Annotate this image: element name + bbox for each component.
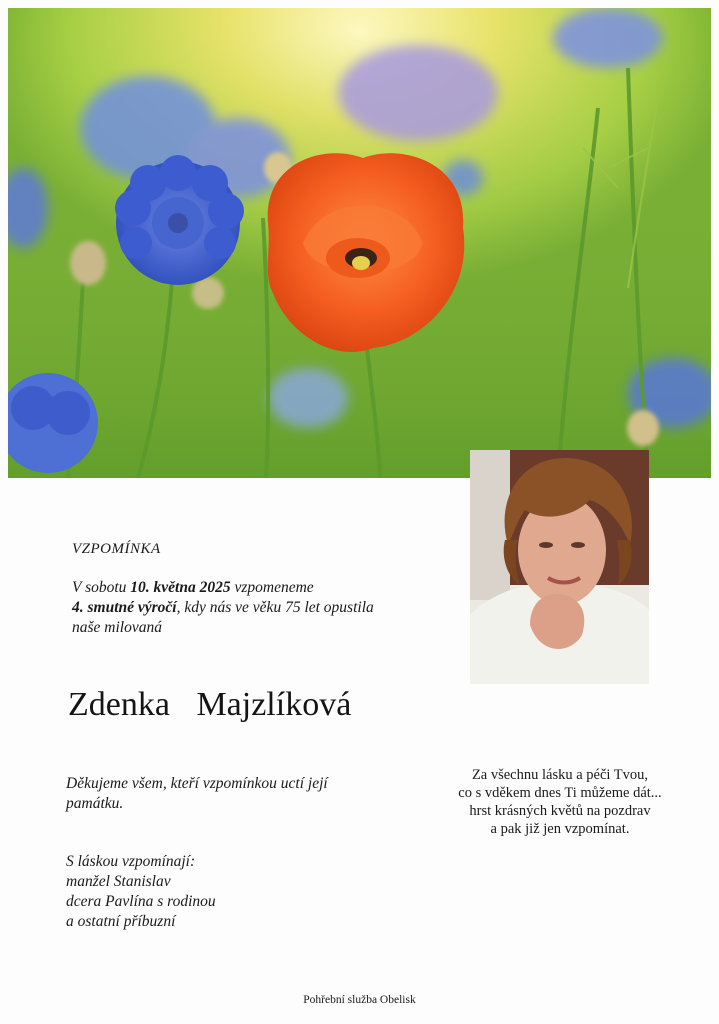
notice-heading: VZPOMÍNKA bbox=[72, 541, 161, 557]
intro-text bbox=[72, 578, 432, 638]
portrait-image bbox=[470, 450, 649, 684]
signature-line: S láskou vzpomínají: bbox=[66, 853, 196, 870]
intro-anniversary: 4. smutné výročí bbox=[72, 599, 177, 616]
intro-rest: , kdy nás ve věku 75 let opustila bbox=[176, 599, 374, 616]
header-flower-photo bbox=[8, 8, 711, 478]
flower-meadow-image bbox=[8, 8, 711, 478]
signature-line: a ostatní příbuzní bbox=[66, 913, 176, 930]
intro-line3: naše milovaná bbox=[72, 619, 162, 636]
poem-line: a pak již jen vzpomínat. bbox=[490, 821, 630, 837]
poem-block bbox=[440, 766, 680, 838]
poem-line: Za všechnu lásku a péči Tvou, bbox=[471, 767, 649, 783]
funeral-service-footer: Pohřební služba Obelisk bbox=[303, 994, 416, 1006]
intro-prefix: V sobotu bbox=[72, 579, 131, 596]
portrait-photo bbox=[470, 450, 649, 684]
deceased-name: Zdenka Majzlíková bbox=[68, 686, 352, 723]
poem-line: hrst krásných květů na pozdrav bbox=[469, 803, 651, 819]
signature-line: manžel Stanislav bbox=[66, 873, 171, 890]
intro-mid: vzpomeneme bbox=[230, 579, 314, 596]
poem-line: co s vděkem dnes Ti můžeme dát... bbox=[458, 785, 662, 801]
signature-line: dcera Pavlína s rodinou bbox=[66, 893, 216, 910]
intro-date: 10. května 2025 bbox=[130, 579, 231, 596]
signature-block bbox=[66, 852, 326, 932]
thanks-text: Děkujeme všem, kteří vzpomínkou uctí její památku. bbox=[66, 775, 328, 812]
